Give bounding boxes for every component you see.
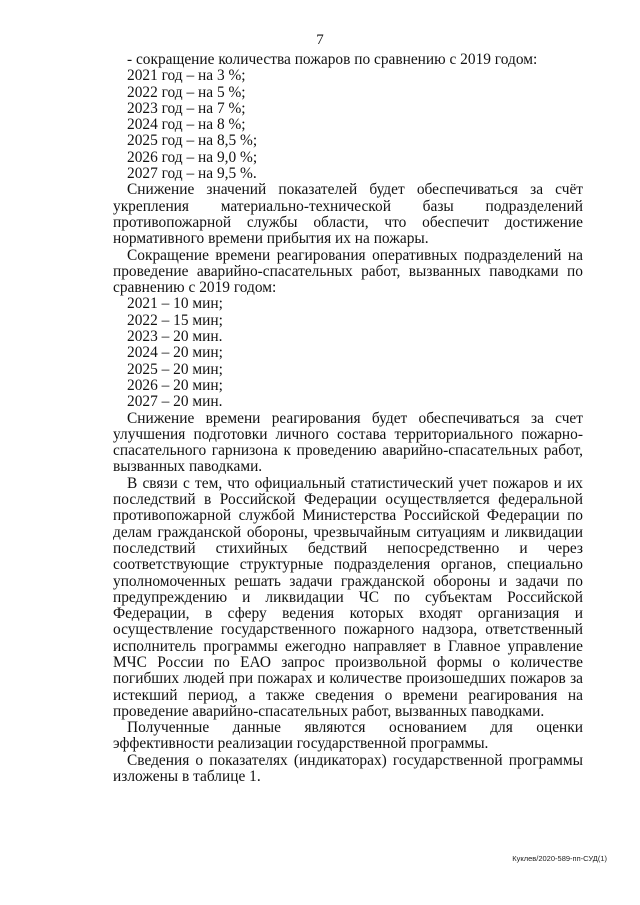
fire-reduction-list (113, 68, 583, 182)
list-item: 2023 – 20 мин. (127, 328, 223, 346)
list-item: 2025 год – на 8,5 %; (127, 132, 258, 150)
list-item: 2026 – 20 мин; (127, 376, 223, 394)
list-item: 2026 год – на 9,0 %; (127, 148, 258, 166)
list-item: 2027 – 20 мин. (127, 393, 223, 411)
list-item: 2023 год – на 7 %; (127, 99, 246, 117)
list-item: 2027 год – на 9,5 %. (127, 165, 257, 183)
list-item: 2021 – 10 мин; (127, 295, 223, 313)
list-item: 2022 – 15 мин; (127, 311, 223, 329)
list-item: 2022 год – на 5 %; (127, 83, 246, 101)
paragraph-training: Снижение времени реагирования будет обеспечиваться за счет улучшения подготовки личного состава территориального пожарно-спасательного гарнизона к проведению аварийно-спасательных работ, вызванных паводками. (113, 409, 583, 476)
document-body (113, 52, 583, 785)
list-item: 2024 – 20 мин; (127, 344, 223, 362)
paragraph-table-reference: Сведения о показателях (индикаторах) государственной программы изложены в таблице 1. (113, 751, 583, 786)
list-item: 2021 год – на 3 %; (127, 67, 246, 85)
list-item: 2025 – 20 мин; (127, 360, 223, 378)
paragraph-material-base: Снижение значений показателей будет обеспечиваться за счёт укрепления материально-технической базы подразделений противопожарной службы области, что обеспечит достижение нормативного времени прибытия их на пожары. (113, 181, 583, 248)
response-time-list (113, 296, 583, 410)
fire-reduction-lead: - сокращение количества пожаров по сравнению с 2019 годом: (127, 51, 538, 68)
paragraph-response-time-lead: Сокращение времени реагирования оперативных подразделений на проведение аварийно-спасательных работ, вызванных паводками по сравнению с 2019 годом: (113, 246, 583, 297)
paragraph-statistics: В связи с тем, что официальный статистический учет пожаров и их последствий в Российской Федерации осуществляется федеральной противопожарной службой Министерства Российской Федерации по делам гражданской обороны, чрезвычайным ситуациям и ликвидации последствий стихийных бедствий непосредственно и через соответствующие структурные подразделения органов, специально уполномоченных решать задачи гражданской обороны и задачи по предупреждению и ликвидации ЧС по субъектам Российской Федерации, в сферу ведения которых входят организация и осуществление государственного пожарного надзора, ответственный исполнитель программы ежегодно направляет в Главное управление МЧС России по ЕАО запрос произвольной формы о количестве погибших людей при пожарах и количестве произошедших пожаров за истекший период, а также сведения о времени реагирования на проведение аварийно-спасательных работ, вызванных паводками. (113, 474, 583, 720)
page-number: 7 (316, 32, 324, 48)
list-item: 2024 год – на 8 %; (127, 116, 246, 134)
document-code: Куклев/2020-589-пп-СУД(1) (512, 854, 607, 863)
paragraph-data-basis: Полученные данные являются основанием для оценки эффективности реализации государственной программы. (113, 719, 583, 753)
